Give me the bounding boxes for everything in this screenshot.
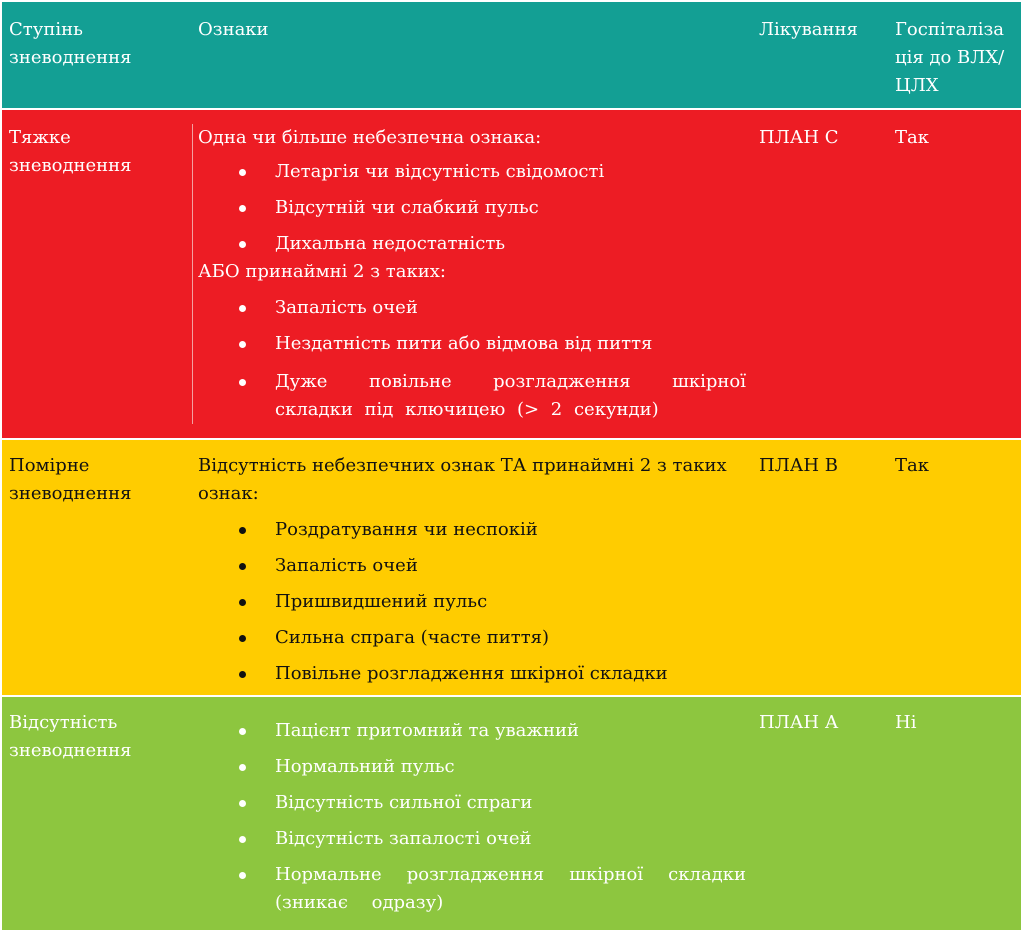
- signs-intro: Відсутність небезпечних ознак ТА принаймні 2 з таких ознак:: [198, 455, 727, 504]
- table-row-severe: [2, 110, 1021, 438]
- signs-list: [198, 158, 746, 258]
- list-item: Відсутній чи слабкий пульс: [198, 194, 746, 222]
- header-degree: Ступінь зневоднення: [9, 19, 132, 68]
- signs-intro-2: АБО принаймні 2 з таких:: [198, 261, 446, 282]
- list-item: Відсутність сильної спраги: [198, 789, 746, 817]
- list-item: Пацієнт притомний та уважний: [198, 717, 746, 745]
- list-item: Летаргія чи відсутність свідомості: [198, 158, 746, 186]
- hospitalization-moderate: Так: [895, 455, 929, 476]
- column-divider: [192, 124, 193, 424]
- table-row-none: [2, 697, 1021, 930]
- signs-list: [198, 717, 746, 917]
- signs-list: [198, 294, 746, 424]
- treatment-severe: ПЛАН С: [759, 127, 839, 148]
- list-item: Відсутність запалості очей: [198, 825, 746, 853]
- list-item: Дихальна недостатність: [198, 230, 746, 258]
- dehydration-table: [2, 2, 1021, 930]
- list-item: Дуже повільне розгладження шкірної складки під ключицею (> 2 секунди): [198, 368, 746, 424]
- hospitalization-none: Ні: [895, 712, 917, 733]
- list-item: Запалість очей: [198, 552, 746, 580]
- header-hospitalization: Госпіталізація до ВЛХ/ЦЛХ: [895, 19, 1005, 96]
- hospitalization-severe: Так: [895, 127, 929, 148]
- degree-none: Відсутність зневоднення: [9, 712, 132, 761]
- signs-severe: [198, 124, 746, 424]
- list-item: Запалість очей: [198, 294, 746, 322]
- table-row-moderate: [2, 440, 1021, 695]
- degree-severe: Тяжке зневоднення: [9, 127, 132, 176]
- signs-none: [198, 717, 746, 917]
- list-item: Сильна спрага (часте пиття): [198, 624, 746, 652]
- degree-moderate: Помірне зневоднення: [9, 455, 132, 504]
- signs-intro: Одна чи більше небезпечна ознака:: [198, 127, 542, 148]
- header-treatment: Лікування: [759, 19, 858, 40]
- header-signs: Ознаки: [198, 19, 269, 40]
- treatment-moderate: ПЛАН В: [759, 455, 838, 476]
- table-header-row: [2, 2, 1021, 108]
- list-item: Роздратування чи неспокій: [198, 516, 746, 544]
- treatment-none: ПЛАН А: [759, 712, 839, 733]
- signs-list: [198, 516, 746, 688]
- list-item: Пришвидшений пульс: [198, 588, 746, 616]
- list-item: Нормальне розгладження шкірної складки (зникає одразу): [198, 861, 746, 917]
- list-item: Повільне розгладження шкірної складки: [198, 660, 746, 688]
- signs-moderate: [198, 452, 746, 688]
- list-item: Нормальний пульс: [198, 753, 746, 781]
- list-item: Нездатність пити або відмова від пиття: [198, 330, 746, 358]
